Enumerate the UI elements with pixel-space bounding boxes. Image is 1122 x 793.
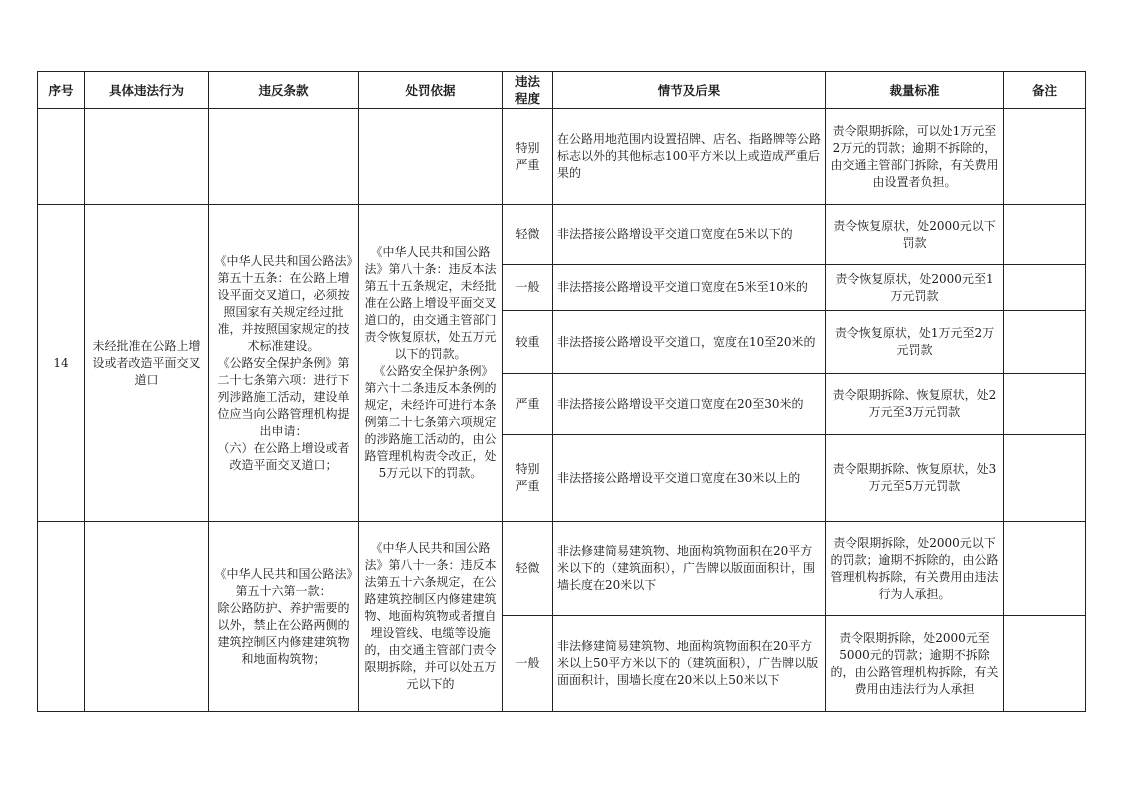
remark-cell bbox=[1004, 374, 1086, 435]
header-degree: 违法 程度 bbox=[503, 72, 553, 109]
header-seq: 序号 bbox=[38, 72, 85, 109]
standard-cell: 责令恢复原状，处2000元以下罚款 bbox=[826, 205, 1004, 265]
circumstance-cell: 非法搭接公路增设平交道口宽度在20至30米的 bbox=[553, 374, 826, 435]
degree-cell: 严重 bbox=[503, 374, 553, 435]
behavior-cell bbox=[85, 109, 209, 205]
remark-cell bbox=[1004, 109, 1086, 205]
header-remark: 备注 bbox=[1004, 72, 1086, 109]
table-row bbox=[38, 205, 1086, 265]
standard-cell: 责令限期拆除，处2000元至5000元的罚款；逾期不拆除的，由公路管理机构拆除，有关费用由违法行为人承担 bbox=[826, 616, 1004, 712]
circumstance-cell: 非法修建简易建筑物、地面构筑物面积在20平方米以上50平方米以下的（建筑面积），广告牌以版面面积计，围墙长度在20米以上50米以下 bbox=[553, 616, 826, 712]
remark-cell bbox=[1004, 616, 1086, 712]
degree-cell: 轻微 bbox=[503, 205, 553, 265]
circumstance-cell: 非法搭接公路增设平交道口宽度在30米以上的 bbox=[553, 435, 826, 522]
degree-cell: 一般 bbox=[503, 616, 553, 712]
header-basis: 处罚依据 bbox=[359, 72, 503, 109]
degree-cell: 较重 bbox=[503, 311, 553, 374]
header-behavior: 具体违法行为 bbox=[85, 72, 209, 109]
seq-cell: 14 bbox=[38, 205, 85, 522]
header-clause: 违反条款 bbox=[209, 72, 359, 109]
remark-cell bbox=[1004, 311, 1086, 374]
basis-cell: 《中华人民共和国公路法》第八十一条：违反本法第五十六条规定，在公路建筑控制区内修建建筑物、地面构筑物或者擅自埋设管线、电缆等设施的，由交通主管部门责令限期拆除，并可以处五万元以下的 bbox=[359, 522, 503, 712]
circumstance-cell: 在公路用地范围内设置招牌、店名、指路牌等公路标志以外的其他标志100平方米以上或造成严重后果的 bbox=[553, 109, 826, 205]
clause-cell: 《中华人民共和国公路法》第五十五条：在公路上增设平面交叉道口，必须按照国家有关规定经过批准，并按照国家规定的技术标准建设。 《公路安全保护条例》第二十七条第六项：进行下列涉路施工活动，建设单位应当向公路管理机构提出申请： （六）在公路上增设或者改造平面交叉道口； bbox=[209, 205, 359, 522]
table-row bbox=[38, 522, 1086, 616]
table-header-row bbox=[38, 72, 1086, 109]
remark-cell bbox=[1004, 205, 1086, 265]
standard-cell: 责令限期拆除、恢复原状，处3万元至5万元罚款 bbox=[826, 435, 1004, 522]
header-circumstance: 情节及后果 bbox=[553, 72, 826, 109]
degree-cell: 轻微 bbox=[503, 522, 553, 616]
clause-cell bbox=[209, 109, 359, 205]
seq-cell bbox=[38, 109, 85, 205]
basis-cell bbox=[359, 109, 503, 205]
penalty-discretion-table bbox=[37, 71, 1086, 712]
circumstance-cell: 非法修建简易建筑物、地面构筑物面积在20平方米以下的（建筑面积），广告牌以版面面积计，围墙长度在20米以下 bbox=[553, 522, 826, 616]
remark-cell bbox=[1004, 522, 1086, 616]
circumstance-cell: 非法搭接公路增设平交道口宽度在5米至10米的 bbox=[553, 265, 826, 311]
degree-cell: 特别 严重 bbox=[503, 435, 553, 522]
standard-cell: 责令恢复原状，处2000元至1万元罚款 bbox=[826, 265, 1004, 311]
remark-cell bbox=[1004, 265, 1086, 311]
standard-cell: 责令限期拆除，可以处1万元至2万元的罚款；逾期不拆除的，由交通主管部门拆除，有关费用由设置者负担。 bbox=[826, 109, 1004, 205]
standard-cell: 责令限期拆除，处2000元以下的罚款；逾期不拆除的，由公路管理机构拆除，有关费用由违法行为人承担。 bbox=[826, 522, 1004, 616]
standard-cell: 责令限期拆除、恢复原状，处2万元至3万元罚款 bbox=[826, 374, 1004, 435]
circumstance-cell: 非法搭接公路增设平交道口，宽度在10至20米的 bbox=[553, 311, 826, 374]
behavior-cell: 未经批准在公路上增设或者改造平面交叉道口 bbox=[85, 205, 209, 522]
seq-cell bbox=[38, 522, 85, 712]
clause-cell: 《中华人民共和国公路法》第五十六第一款： 除公路防护、养护需要的以外，禁止在公路两侧的建筑控制区内修建建筑物和地面构筑物； bbox=[209, 522, 359, 712]
degree-cell: 特别 严重 bbox=[503, 109, 553, 205]
header-standard: 裁量标准 bbox=[826, 72, 1004, 109]
remark-cell bbox=[1004, 435, 1086, 522]
circumstance-cell: 非法搭接公路增设平交道口宽度在5米以下的 bbox=[553, 205, 826, 265]
table-row bbox=[38, 109, 1086, 205]
basis-cell: 《中华人民共和国公路法》第八十条：违反本法第五十五条规定，未经批准在公路上增设平面交叉道口的，由交通主管部门责令恢复原状，处五万元以下的罚款。 《公路安全保护条例》 第六十二条违反本条例的规定，未经许可进行本条例第二十七条第六项规定的涉路施工活动的，由公路管理机构责令改正，处5万元以下的罚款。 bbox=[359, 205, 503, 522]
degree-cell: 一般 bbox=[503, 265, 553, 311]
standard-cell: 责令恢复原状，处1万元至2万元罚款 bbox=[826, 311, 1004, 374]
behavior-cell bbox=[85, 522, 209, 712]
